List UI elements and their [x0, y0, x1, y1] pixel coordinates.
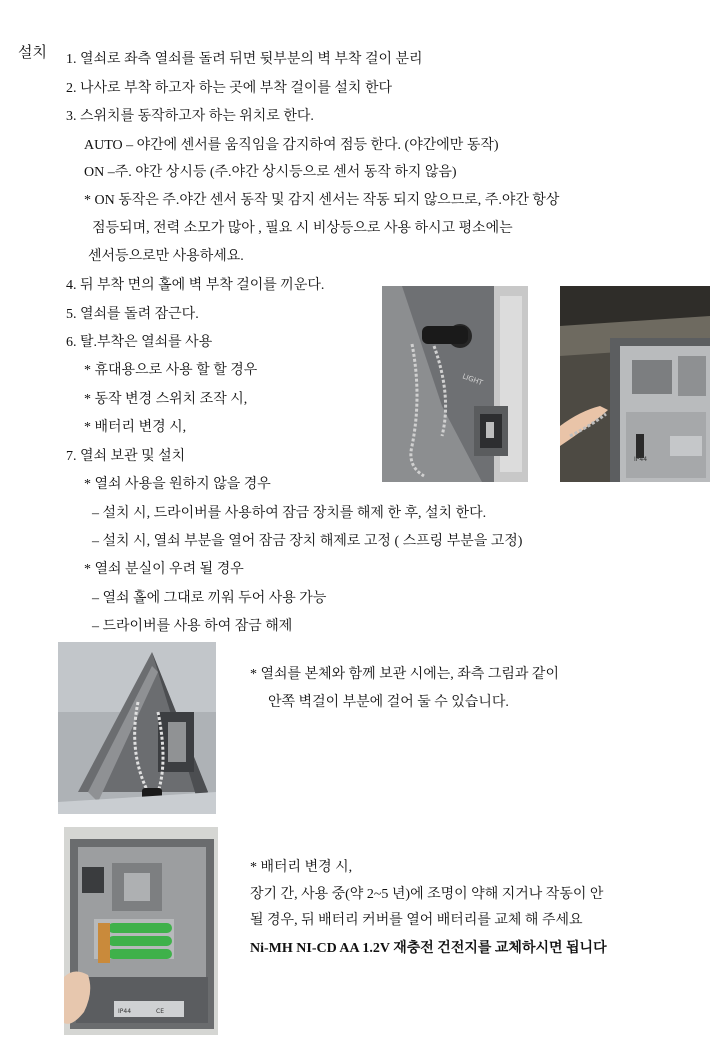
section-title: 설치	[18, 43, 47, 61]
step-3-auto: AUTO – 야간에 센서를 움직임을 감지하여 점등 한다. (야간에만 동작)	[84, 138, 499, 153]
key-storage-photo	[58, 642, 216, 814]
step-4: 4. 뒤 부착 면의 홀에 벽 부착 걸이를 끼운다.	[66, 278, 325, 293]
step-1: 1. 열쇠로 좌측 열쇠를 돌려 뒤면 뒷부분의 벽 부착 걸이 분리	[66, 52, 423, 67]
step-3-on: ON –주. 야간 상시등 (주.야간 상시등으로 센서 동작 하지 않음)	[84, 165, 457, 180]
battery-line-3: 될 경우, 뒤 배터리 커버를 열어 배터리를 교체 해 주세요	[250, 913, 583, 928]
key-storage-line-1: * 열쇠를 본체와 함께 보관 시에는, 좌측 그림과 같이	[250, 667, 559, 682]
step-7-b-1: – 열쇠 홀에 그대로 끼워 두어 사용 가능	[92, 591, 327, 606]
key-lock-photo	[382, 286, 528, 482]
unit-side-photo	[560, 286, 710, 482]
step-7-a-1: – 설치 시, 드라이버를 사용하여 잠금 장치를 해제 한 후, 설치 한다.	[92, 506, 487, 521]
step-7: 7. 열쇠 보관 및 설치	[66, 449, 186, 464]
battery-photo	[64, 827, 218, 1035]
battery-line-2: 장기 간, 사용 중(약 2~5 년)에 조명이 약해 지거나 작동이 안	[250, 887, 604, 902]
step-6: 6. 탈.부착은 열쇠를 사용	[66, 335, 213, 350]
step-6-c: * 배터리 변경 시,	[84, 420, 187, 435]
ce-label: CE	[156, 1008, 164, 1015]
step-7-a-2: – 설치 시, 열쇠 부분을 열어 잠금 장치 해제로 고정 ( 스프링 부분을 고정)	[92, 534, 523, 549]
step-7-a: * 열쇠 사용을 원하지 않을 경우	[84, 477, 271, 492]
step-5: 5. 열쇠를 돌려 잠근다.	[66, 307, 199, 322]
step-3-note-3: 센서등으로만 사용하세요.	[88, 249, 244, 264]
step-3-note-2: 점등되며, 전력 소모가 많아 , 필요 시 비상등으로 사용 하시고 평소에는	[92, 221, 513, 236]
step-7-b-2: – 드라이버를 사용 하여 잠금 해제	[92, 619, 293, 634]
step-6-a: * 휴대용으로 사용 할 할 경우	[84, 363, 258, 378]
svg-text:LIGHT: LIGHT	[461, 372, 484, 388]
step-3-note-1: * ON 동작은 주.야간 센서 동작 및 감지 센서는 작동 되지 않으므로, 주.야간 항상	[84, 193, 560, 208]
battery-line-1: * 배터리 변경 시,	[250, 860, 353, 875]
key-storage-line-2: 안쪽 벽걸이 부분에 걸어 둘 수 있습니다.	[268, 695, 509, 710]
step-2: 2. 나사로 부착 하고자 하는 곳에 부착 걸이를 설치 한다	[66, 81, 393, 96]
step-3: 3. 스위치를 동작하고자 하는 위치로 한다.	[66, 109, 314, 124]
step-7-b: * 열쇠 분실이 우려 될 경우	[84, 562, 244, 577]
ip44-label-a: IP44	[634, 456, 648, 463]
step-6-b: * 동작 변경 스위치 조작 시,	[84, 392, 248, 407]
ip44-label-b: IP44	[118, 1008, 132, 1015]
battery-line-4: Ni-MH NI-CD AA 1.2V 재충전 건전지를 교체하시면 됩니다	[250, 941, 607, 956]
